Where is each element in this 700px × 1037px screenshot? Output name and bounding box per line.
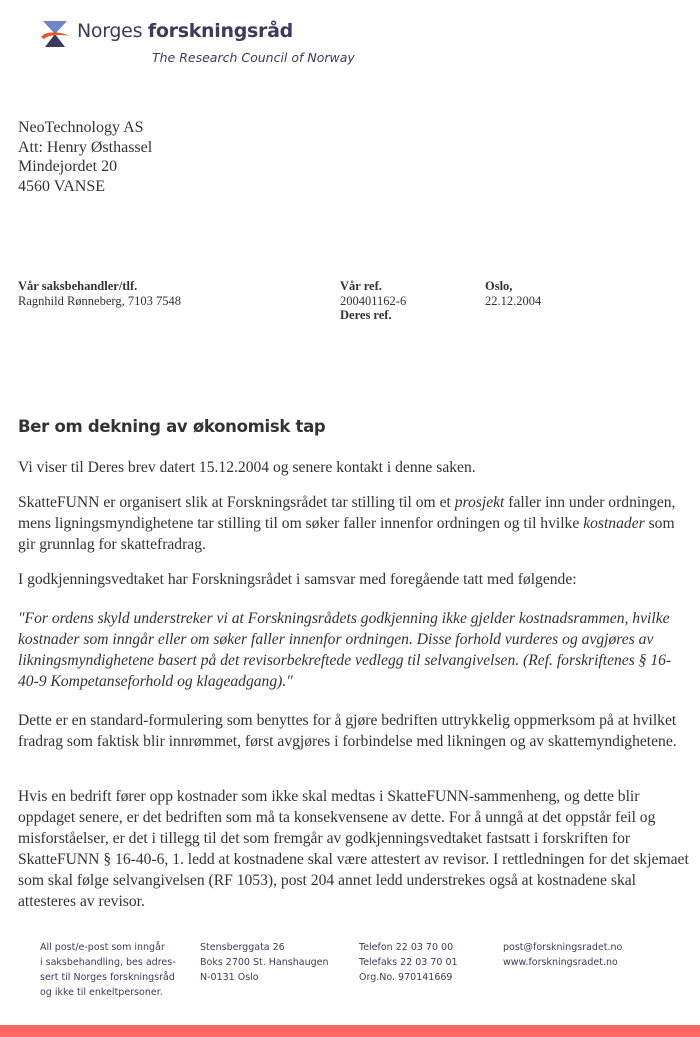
- footer-phone: [359, 940, 458, 985]
- paragraph-3: I godkjenningsvedtaket har Forskningsrådet i samsvar med foregående tatt med følgende:: [18, 571, 577, 588]
- footer-postcode: N-0131 Oslo: [200, 972, 259, 983]
- paragraph-5: Dette er en standard-formulering som benyttes for å gjøre bedriften uttrykkelig oppmerksom på at hvilket fradrag som faktisk blir innrømmet, først avgjøres i forbindelse med likningen og av skattemyndighetene.: [18, 712, 677, 750]
- recipient-attention: Att: Henry Østhassel: [18, 138, 153, 156]
- footer-notice-line: i saksbehandling, bes adres-: [40, 957, 176, 968]
- handler-block: [18, 279, 181, 308]
- emphasis-prosjekt: prosjekt: [454, 494, 505, 511]
- footer-notice-line: sert til Norges forskningsråd: [40, 972, 175, 983]
- paragraph-2: [18, 492, 690, 555]
- footer-contact: [503, 940, 622, 970]
- footer-po-box: Boks 2700 St. Hanshaugen: [200, 957, 329, 968]
- org-name-regular: Norges: [77, 20, 148, 42]
- bottom-color-band: [0, 1025, 700, 1037]
- logo-icon: [40, 20, 70, 48]
- paragraph-6: Hvis en bedrift fører opp kostnader som ikke skal medtas i SkatteFUNN-sammenheng, og dette blir oppdaget senere, er det bedriften som må ta konsekvensene av dette. For å unngå at det oppstår feil og misforståelser, er det i tillegg til det som fremgår av godkjenningsvedtaket fastsatt i forskriften for SkatteFUNN § 16-40-6, 1. ledd at kostnadene skal være attestert av revisor. I rettledningen for det skjemaet som skal følge selvangivelsen (RF 1053), post 204 annet ledd understrekes også at kostnadene skal attesteres av revisor.: [18, 788, 689, 910]
- footer-org-number: Org.No. 970141669: [359, 972, 453, 983]
- our-ref-value: 200401162-6: [340, 293, 407, 308]
- footer-website-link[interactable]: www.forskningsradet.no: [503, 957, 618, 968]
- our-ref-label: Vår ref.: [340, 279, 382, 293]
- paragraph-2-text-b: faller inn under ordningen, mens ligningsmyndighetene tar stilling til om søker faller innenfor ordningen og til hvilke: [18, 494, 676, 532]
- handler-value: Ragnhild Rønneberg, 7103 7548: [18, 293, 181, 308]
- org-name: [77, 20, 293, 42]
- handler-label: Vår saksbehandler/tlf.: [18, 279, 138, 293]
- recipient-postcode-city: 4560 VANSE: [18, 177, 105, 195]
- org-name-bold: forskningsråd: [147, 20, 293, 42]
- your-ref-label: Deres ref.: [340, 308, 392, 322]
- quoted-paragraph: "For ordens skyld understreker vi at Forskningsrådets godkjenning ikke gjelder kostnadsrammen, hvilke kostnader som inngår eller om søker faller innenfor ordningen. Disse forhold vurderes og avgjøres av likningsmyndighetene basert på det revisorbekreftede vedlegg til selvangivelsen. (Ref. forskriftenes § 16-40-9 Kompetanseforhold og klageadgang).": [18, 610, 672, 690]
- emphasis-kostnader: kostnader: [583, 515, 645, 532]
- org-subtitle: The Research Council of Norway: [152, 50, 355, 65]
- footer-fax: Telefaks 22 03 70 01: [359, 957, 458, 968]
- letter-title: Ber om dekning av økonomisk tap: [18, 417, 326, 436]
- paragraph-2-text-c: som gir grunnlag for skattefradrag.: [18, 515, 675, 553]
- recipient-street: Mindejordet 20: [18, 158, 118, 175]
- reference-block: [340, 279, 406, 323]
- footer-address: [200, 940, 329, 985]
- date-value: 22.12.2004: [485, 293, 542, 308]
- footer-street: Stensberggata 26: [200, 942, 285, 953]
- recipient-company: NeoTechnology AS: [18, 119, 144, 136]
- footer-notice-line: All post/e-post som inngår: [40, 942, 165, 953]
- date-block: [485, 279, 541, 308]
- recipient-address: [18, 118, 152, 196]
- place-label: Oslo,: [485, 279, 513, 293]
- footer-notice-line: og ikke til enkeltpersoner.: [40, 987, 163, 998]
- footer-email-link[interactable]: post@forskningsradet.no: [503, 942, 623, 953]
- footer-telephone: Telefon 22 03 70 00: [359, 942, 454, 953]
- paragraph-1: Vi viser til Deres brev datert 15.12.2004 og senere kontakt i denne saken.: [18, 459, 476, 476]
- paragraph-2-text-a: SkatteFUNN er organisert slik at Forskningsrådet tar stilling til om et: [18, 494, 455, 511]
- footer-notice: [40, 940, 176, 1000]
